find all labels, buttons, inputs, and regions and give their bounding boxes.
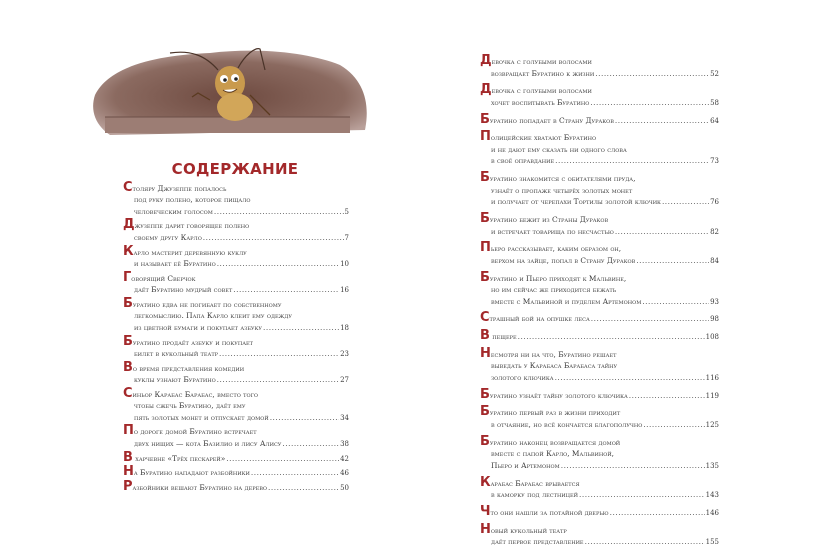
toc-entry-line xyxy=(123,310,349,321)
toc-entry-line xyxy=(480,255,719,268)
toc-entry-line xyxy=(480,211,719,226)
toc-entry-line xyxy=(480,448,719,460)
toc-entry-text: ьеро рассказывает, каким образом он, xyxy=(490,244,622,254)
drop-cap: К xyxy=(123,243,134,259)
toc-entry-text: арло мастерит деревянную куклу xyxy=(133,247,247,257)
toc-entry-text: даёт первое представление xyxy=(491,537,584,547)
toc-entry-text: трашный бой на опушке леса xyxy=(489,314,590,324)
toc-entry[interactable] xyxy=(480,111,719,128)
drop-cap: Д xyxy=(480,53,492,68)
dot-leader xyxy=(233,284,339,295)
toc-entry-text: возвращает Буратино к жизни xyxy=(491,68,595,78)
drop-cap: Д xyxy=(123,217,135,233)
toc-entry-text: уратино и Пьеро приходят к Мальвине, xyxy=(489,273,627,283)
toc-entry-line xyxy=(123,206,349,218)
toc-entry-line xyxy=(480,404,719,420)
toc-entry-line xyxy=(123,385,349,401)
toc-entry-text: евочка с голубыми волосами xyxy=(491,86,592,96)
page-number: 10 xyxy=(340,259,349,268)
toc-entry-text: уратино бежит из Страны Дураков xyxy=(489,215,609,224)
toc-entry-line xyxy=(480,97,719,110)
toc-entry-text: уратино продаёт азбуку и покупает xyxy=(132,337,254,347)
toc-entry-text: узнаёт о пропаже четырёх золотых монет xyxy=(491,185,633,195)
drop-cap: Б xyxy=(123,333,133,349)
toc-entry-line xyxy=(480,310,719,326)
drop-cap: В xyxy=(480,328,490,344)
toc-entry-line xyxy=(480,521,719,537)
toc-entry-text: вместе с папой Карло, Мальвиной, xyxy=(491,449,615,459)
toc-entry-line xyxy=(123,322,349,334)
toc-entry-line xyxy=(480,296,719,309)
page-number: 84 xyxy=(710,256,719,265)
toc-entry-text: Пьеро и Артемоном xyxy=(491,460,560,470)
page-number: 52 xyxy=(710,69,719,78)
dot-leader xyxy=(203,232,344,243)
toc-entry-text: оворящий Сверчок xyxy=(131,273,196,283)
toc-entry-line xyxy=(480,226,719,239)
drop-cap: Б xyxy=(480,433,490,449)
toc-entry-line xyxy=(480,433,719,449)
toc-entry-line xyxy=(123,217,349,233)
page-number: 16 xyxy=(340,286,349,295)
toc-entry-text: и не дают ему сказать ни одного слова xyxy=(491,144,627,154)
toc-entry-text: в своё оправдание xyxy=(491,156,555,166)
toc-entry-text: в отчаяние, но всё кончается благополучно xyxy=(491,419,643,429)
toc-entry[interactable] xyxy=(123,385,349,424)
page-number: 50 xyxy=(340,484,349,493)
dot-leader xyxy=(251,467,339,478)
dot-leader xyxy=(629,390,705,402)
toc-entry-line xyxy=(480,474,719,490)
toc-entry-line xyxy=(123,438,349,450)
toc-entry[interactable] xyxy=(480,310,719,326)
toc-entry[interactable] xyxy=(480,129,719,168)
toc-entry-text: олицейские хватают Буратино xyxy=(490,133,597,143)
toc-entry-line xyxy=(480,82,719,98)
toc-entry[interactable] xyxy=(123,449,349,465)
toc-entry-text: есмотря ни на что, Буратино решает xyxy=(490,349,617,359)
toc-entry-line xyxy=(480,360,719,372)
toc-entry-text: иньор Карабас Барабас, вместо того xyxy=(132,389,258,399)
toc-entry-line xyxy=(123,348,349,360)
toc-entry-text: и получает от черепахи Тортилы золотой ключик xyxy=(491,197,661,207)
drop-cap: В xyxy=(123,359,133,375)
page-number: 46 xyxy=(340,469,349,478)
toc-entry[interactable] xyxy=(123,269,349,297)
dot-leader xyxy=(270,412,339,423)
toc-left-column xyxy=(123,180,349,497)
drop-cap: К xyxy=(480,474,491,490)
toc-entry-text: уратино едва не погибает по собственному xyxy=(132,300,282,310)
toc-entry-text: пять золотых монет и отпускает домой xyxy=(134,412,269,422)
toc-entry-line xyxy=(123,243,349,259)
toc-entry-line xyxy=(123,194,349,205)
drop-cap: П xyxy=(480,240,491,256)
toc-entry-line xyxy=(480,328,719,344)
drop-cap: Б xyxy=(480,111,490,127)
page-number: 125 xyxy=(705,420,719,429)
toc-entry[interactable] xyxy=(123,180,349,218)
toc-entry-line xyxy=(123,333,349,349)
toc-entry-line xyxy=(123,296,349,312)
page-number: 98 xyxy=(710,315,719,324)
toc-entry-line xyxy=(480,284,719,296)
page-number: 76 xyxy=(710,198,719,207)
toc-entry-text: хочет воспитывать Буратино xyxy=(491,97,590,107)
page-number: 143 xyxy=(705,491,719,500)
toc-entry[interactable] xyxy=(480,503,719,520)
toc-entry[interactable] xyxy=(480,386,719,403)
toc-entry-text: уратино узнаёт тайну золотого ключика xyxy=(489,390,628,400)
toc-entry-line xyxy=(480,345,719,361)
toc-entry[interactable] xyxy=(123,296,349,334)
toc-entry[interactable] xyxy=(480,240,719,267)
dot-leader xyxy=(615,226,709,238)
toc-entry-text: пещере xyxy=(489,332,517,342)
toc-entry-text: из цветной бумаги и покупает азбуку xyxy=(134,322,263,332)
toc-entry-text: овый кукольный театр xyxy=(490,525,567,535)
drop-cap: П xyxy=(480,129,491,145)
toc-entry-line xyxy=(480,68,719,81)
drop-cap: Ч xyxy=(480,503,491,519)
toc-entry-text: уратино наконец возвращается домой xyxy=(489,437,621,447)
drop-cap: Б xyxy=(480,170,490,186)
page-number: 58 xyxy=(710,98,719,107)
toc-entry-line xyxy=(480,386,719,403)
toc-entry[interactable] xyxy=(123,359,349,387)
toc-entry-line xyxy=(480,155,719,168)
toc-entry-text: евочка с голубыми волосами xyxy=(491,57,592,66)
toc-entry-line xyxy=(123,479,349,495)
toc-entry-line xyxy=(480,185,719,197)
dot-leader xyxy=(591,313,709,325)
toc-entry-text: билет в кукольный театр xyxy=(134,348,219,358)
page-number: 146 xyxy=(705,508,719,517)
toc-right-column xyxy=(480,53,719,554)
dot-leader xyxy=(662,196,709,208)
page-number: 27 xyxy=(340,376,349,385)
dot-leader xyxy=(642,296,709,308)
drop-cap: В xyxy=(123,449,133,465)
toc-entry[interactable] xyxy=(123,333,349,361)
toc-entry[interactable] xyxy=(480,211,719,238)
page-number: 135 xyxy=(705,461,719,470)
cricket-illustration xyxy=(70,35,400,150)
drop-cap: Р xyxy=(123,479,133,495)
drop-cap: П xyxy=(123,423,134,439)
drop-cap: С xyxy=(123,385,133,401)
toc-entry[interactable] xyxy=(123,217,349,244)
toc-entry-text: и встречает товарища по несчастью xyxy=(491,226,614,236)
drop-cap: Б xyxy=(480,386,490,402)
toc-entry-line xyxy=(480,53,719,68)
toc-entry-text: золотого ключика xyxy=(491,373,554,382)
dot-leader xyxy=(282,438,339,449)
toc-entry-line xyxy=(480,240,719,256)
toc-entry-line xyxy=(123,258,349,270)
toc-entry-text: легкомыслию. Папа Карло клеит ему одежду xyxy=(134,311,292,321)
dot-leader xyxy=(579,489,705,501)
toc-entry-line xyxy=(480,129,719,145)
toc-entry[interactable] xyxy=(480,433,719,473)
page-title: СОДЕРЖАНИЕ xyxy=(171,160,299,178)
toc-entry-text: то они нашли за потайной дверью xyxy=(490,507,609,517)
toc-entry-line xyxy=(123,180,349,195)
toc-entry-text: верхом на зайце, попал в Страну Дураков xyxy=(491,255,636,265)
page-number: 5 xyxy=(344,207,349,216)
page-number: 73 xyxy=(710,157,719,166)
toc-entry-line xyxy=(480,460,719,473)
drop-cap: Н xyxy=(480,345,491,361)
toc-entry-text: человеческим голосом xyxy=(134,206,213,216)
drop-cap: Г xyxy=(123,269,132,285)
toc-entry-text: куклы узнают Буратино xyxy=(134,375,216,385)
toc-entry[interactable] xyxy=(480,269,719,309)
toc-entry-line xyxy=(123,464,349,480)
page-number: 18 xyxy=(340,323,349,332)
page-number: 116 xyxy=(705,374,719,382)
toc-entry-line xyxy=(123,269,349,285)
dot-leader xyxy=(561,460,705,472)
page-number: 42 xyxy=(340,454,349,463)
toc-entry-text: уратино попадает в Страну Дураков xyxy=(489,115,614,125)
toc-entry-line xyxy=(123,423,349,439)
toc-entry-line xyxy=(480,372,719,385)
toc-entry-text: жузеппе дарит говорящее полено xyxy=(134,221,250,231)
dot-leader xyxy=(590,97,709,109)
drop-cap: Б xyxy=(480,269,490,285)
toc-entry-text: в каморку под лестницей xyxy=(491,490,579,500)
toc-entry[interactable] xyxy=(480,521,719,549)
toc-entry-line xyxy=(480,503,719,520)
drop-cap: С xyxy=(123,180,133,195)
dot-leader xyxy=(518,331,705,343)
toc-entry-text: выведать у Карабаса Барабаса тайну xyxy=(491,361,618,371)
toc-entry-line xyxy=(123,449,349,465)
toc-entry-text: двух нищих — кота Базилио и лису Алису xyxy=(134,438,282,448)
toc-entry-text: и называет её Буратино xyxy=(134,258,216,268)
dot-leader xyxy=(585,536,705,548)
toc-entry-text: своему другу Карло xyxy=(134,232,202,242)
toc-entry[interactable] xyxy=(123,479,349,495)
toc-entry-line xyxy=(480,536,719,549)
page-number: 119 xyxy=(705,391,719,400)
toc-entry-line xyxy=(123,400,349,411)
toc-entry-line xyxy=(480,196,719,209)
dot-leader xyxy=(595,68,709,80)
toc-entry[interactable] xyxy=(123,423,349,450)
toc-entry-text: толяру Джузеппе попалось xyxy=(132,184,227,193)
toc-entry-text: харчевне «Трёх пескарей» xyxy=(132,453,226,463)
drop-cap: С xyxy=(480,310,490,326)
toc-entry-line xyxy=(480,419,719,432)
toc-entry[interactable] xyxy=(480,53,719,80)
toc-entry-text: уратино первый раз в жизни приходит xyxy=(489,408,621,418)
toc-entry-line xyxy=(480,170,719,186)
toc-entry-line xyxy=(480,269,719,285)
dot-leader xyxy=(555,372,705,384)
drop-cap: Б xyxy=(123,296,133,312)
drop-cap: Д xyxy=(480,82,492,98)
toc-entry-line xyxy=(123,359,349,375)
dot-leader xyxy=(263,322,339,333)
dot-leader xyxy=(214,206,344,217)
dot-leader xyxy=(643,419,704,431)
toc-entry[interactable] xyxy=(480,170,719,209)
drop-cap: Б xyxy=(480,211,490,226)
toc-entry-text: вместе с Мальвиной и пуделем Артемоном xyxy=(491,296,642,306)
toc-entry-line xyxy=(480,111,719,128)
dot-leader xyxy=(219,348,339,359)
toc-entry-text: азбойники вешают Буратино на дерево xyxy=(132,483,268,493)
toc-entry-line xyxy=(123,374,349,386)
toc-entry-text: чтобы сжечь Буратино, даёт ему xyxy=(134,401,246,411)
dot-leader xyxy=(217,374,339,385)
toc-entry-text: о время представления комедии xyxy=(132,363,245,373)
toc-entry[interactable] xyxy=(480,404,719,431)
page-number: 82 xyxy=(710,227,719,236)
drop-cap: Н xyxy=(123,464,134,480)
page-number: 38 xyxy=(340,439,349,448)
dot-leader xyxy=(636,255,709,267)
page-number: 155 xyxy=(705,538,719,547)
dot-leader xyxy=(615,115,709,127)
toc-entry[interactable] xyxy=(123,243,349,271)
drop-cap: Н xyxy=(480,521,491,537)
toc-entry[interactable] xyxy=(480,345,719,385)
page-number: 93 xyxy=(710,297,719,306)
toc-entry[interactable] xyxy=(123,464,349,480)
dot-leader xyxy=(217,258,339,269)
dot-leader xyxy=(268,482,339,493)
toc-entry-line xyxy=(123,232,349,244)
drop-cap: Б xyxy=(480,404,490,420)
page-number: 108 xyxy=(705,333,719,342)
toc-entry[interactable] xyxy=(480,474,719,502)
page-number: 23 xyxy=(340,349,349,358)
toc-entry[interactable] xyxy=(480,328,719,344)
toc-entry-line xyxy=(480,489,719,502)
dot-leader xyxy=(555,155,709,167)
toc-entry-line xyxy=(480,144,719,156)
toc-entry-text: под руку полено, которое пищало xyxy=(134,195,251,205)
page-number: 64 xyxy=(710,116,719,125)
toc-entry[interactable] xyxy=(480,82,719,109)
dot-leader xyxy=(610,507,705,519)
toc-entry-text: о дороге домой Буратино встречает xyxy=(133,427,257,437)
toc-entry-line xyxy=(123,284,349,296)
toc-entry-text: уратино знакомится с обитателями пруда, xyxy=(489,174,636,184)
toc-entry-text: но им сейчас же приходится бежать xyxy=(491,285,617,295)
page-number: 7 xyxy=(344,233,349,242)
toc-entry-text: а Буратино нападают разбойники xyxy=(133,468,250,478)
toc-entry-text: арабас Барабас врывается xyxy=(490,478,580,488)
page-number: 34 xyxy=(340,413,349,422)
dot-leader xyxy=(226,453,339,464)
toc-entry-line xyxy=(123,412,349,424)
toc-entry-text: даёт Буратино мудрый совет xyxy=(134,285,233,295)
